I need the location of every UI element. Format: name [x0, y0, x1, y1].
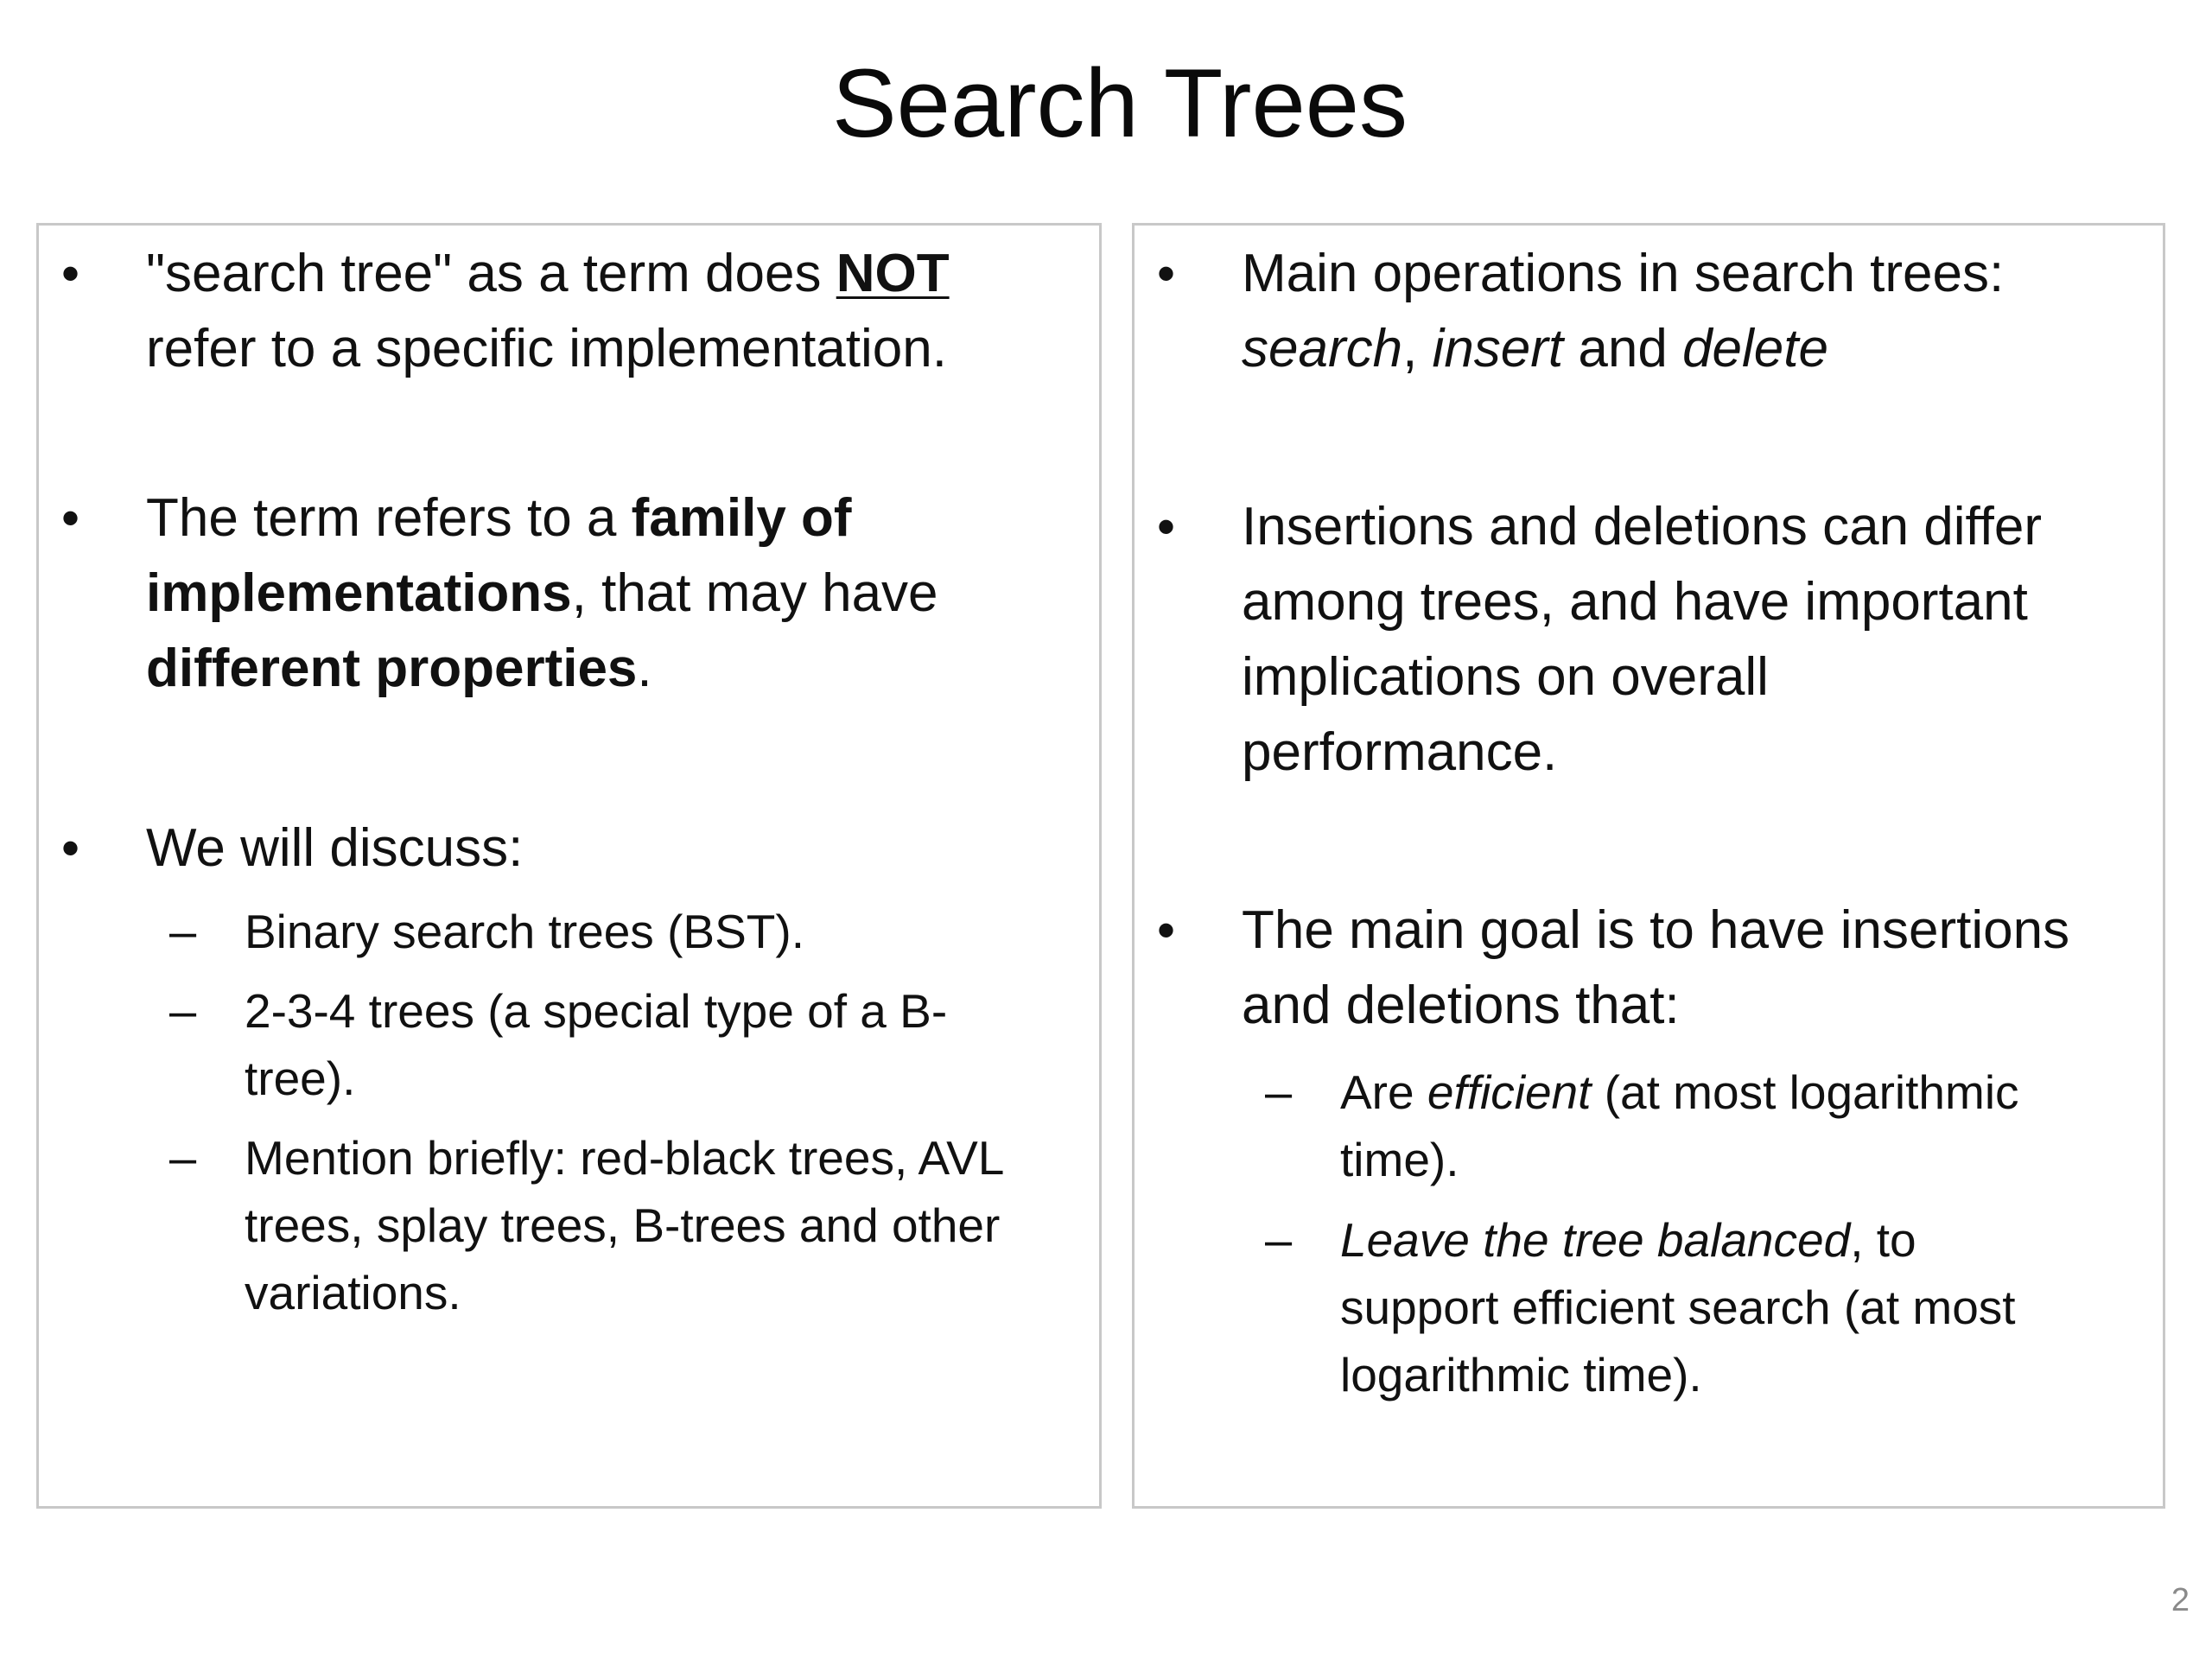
bullet-dot: • — [1157, 498, 1176, 556]
text-fragment: (at most logarithmic — [1591, 1065, 2019, 1119]
text-line: Insertions and deletions can differ — [1242, 497, 2043, 556]
text-fragment: and — [1563, 319, 1683, 378]
italic-fragment: search — [1242, 319, 1403, 378]
sub-bullet-text — [245, 1124, 1085, 1326]
text-line: and deletions that: — [1242, 976, 1680, 1035]
text-fragment: , to — [1850, 1213, 1916, 1267]
bullet-text — [146, 236, 1082, 386]
bold-fragment: family of — [631, 488, 852, 548]
text-fragment: , that may have — [571, 563, 938, 623]
text-line: refer to a specific implementation. — [146, 319, 947, 378]
bullet-dot: • — [61, 489, 80, 547]
text-fragment: , — [1402, 319, 1433, 378]
text-line: implications on overall — [1242, 647, 1769, 707]
text-line: time). — [1340, 1133, 1459, 1186]
right-text-panel — [1132, 223, 2165, 1509]
page-number: 2 — [2171, 1582, 2190, 1618]
text-line: tree). — [245, 1052, 356, 1105]
sub-bullet-dash: – — [1265, 1065, 1293, 1119]
italic-fragment: Leave the tree balanced — [1340, 1213, 1851, 1267]
bullet-text — [146, 480, 1082, 706]
bullet-text — [1242, 893, 2145, 1043]
left-text-panel — [36, 223, 1102, 1509]
sub-bullet-text — [245, 977, 1085, 1112]
text-fragment: The term refers to a — [146, 488, 632, 548]
text-fragment: "search tree" as a term does — [146, 244, 836, 303]
bullet-text — [1242, 236, 2145, 386]
sub-bullet-text: Binary search trees (BST). — [245, 905, 804, 958]
italic-fragment: delete — [1682, 319, 1828, 378]
text-line: The main goal is to have insertions — [1242, 900, 2070, 960]
sub-bullet-dash: – — [169, 904, 197, 958]
text-line: variations. — [245, 1266, 461, 1319]
text-line: performance. — [1242, 722, 1558, 782]
text-line: support efficient search (at most — [1340, 1281, 2016, 1334]
italic-fragment: insert — [1432, 319, 1564, 378]
sub-bullet-dash: – — [1265, 1212, 1293, 1267]
sub-bullet-dash: – — [169, 1130, 197, 1185]
bullet-text — [1242, 489, 2145, 790]
text-fragment: Are — [1340, 1065, 1427, 1119]
emphasis-not: NOT — [836, 244, 950, 303]
bullet-dot: • — [1157, 245, 1176, 302]
sub-bullet-text — [1340, 1058, 2149, 1193]
text-line: logarithmic time). — [1340, 1348, 1702, 1402]
bullet-text: We will discuss: — [146, 818, 524, 878]
bold-fragment: different properties — [146, 639, 638, 698]
bullet-dot: • — [61, 245, 80, 302]
text-line: trees, splay trees, B-trees and other — [245, 1198, 1001, 1252]
italic-fragment: efficient — [1427, 1065, 1592, 1119]
text-line: 2-3-4 trees (a special type of a B- — [245, 984, 948, 1038]
slide-title: Search Trees — [831, 49, 1408, 157]
bullet-dot: • — [61, 819, 80, 877]
bold-fragment: implementations — [146, 563, 572, 623]
text-line: Mention briefly: red-black trees, AVL — [245, 1131, 1005, 1185]
sub-bullet-text — [1340, 1206, 2149, 1408]
text-line: Main operations in search trees: — [1242, 244, 2005, 303]
sub-bullet-dash: – — [169, 983, 197, 1038]
text-fragment: . — [637, 639, 652, 698]
text-line: among trees, and have important — [1242, 572, 2028, 632]
bullet-dot: • — [1157, 901, 1176, 959]
